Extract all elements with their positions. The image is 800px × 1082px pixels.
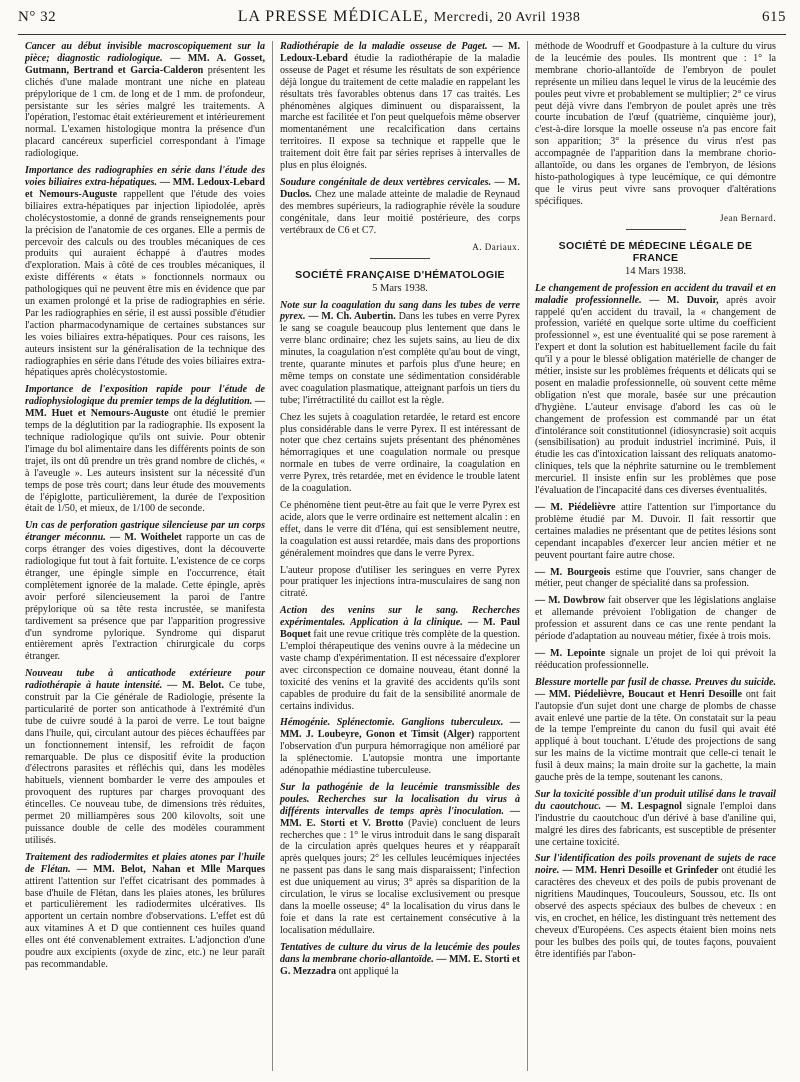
abstract-body: estime que l'ouvrier, sans changer de métier, peut changer de spécialité dans sa profession. (535, 566, 776, 590)
author-names: — MM. Huet et Nemours-Auguste (25, 396, 265, 420)
abstract-paragraph (25, 668, 265, 847)
abstract-body: L'auteur propose d'utiliser les seringues en verre Pyrex pour pratiquer les injections intra-musculaires de sang non citraté. (280, 564, 520, 600)
abstract-paragraph (280, 412, 520, 495)
journal-title-line (238, 8, 581, 26)
author-names: — M. Duclos. (280, 176, 520, 200)
abstract-paragraph (25, 165, 265, 379)
abstract-title: Tentatives de culture du virus de la leucémie des poules dans la membrane chorio-allantoïde. (280, 941, 520, 965)
abstract-paragraph (280, 41, 520, 172)
abstract-body: rapportent l'observation d'un purpura hémorragique non amélioré par la splénectomie. L'autopsie montra une importante adénopathie médiastine tuberculeuse. (280, 729, 520, 777)
author-names: — M. Piédelièvre (535, 502, 616, 513)
abstract-body: ont fait l'autopsie d'un sujet dont une charge de plombs de chasse avait enlevé une partie de la tête. On constatait sur la peau de la tempe l'empreinte du canon du fusil qui avait été appliqué à bout touchant. L'étude des projections de sang sur les mains de la victime montrait que celle-ci tenait le fusil à deux mains; la main droite sur la gachette, la main gauche près de la tempe, soutenant les canons. (535, 688, 776, 784)
abstract-title: Note sur la coagulation du sang dans les tubes de verre pyrex. (280, 299, 520, 323)
abstract-title: Radiothérapie de la maladie osseuse de Paget. (280, 41, 488, 52)
journal-title: LA PRESSE MÉDICALE, (237, 8, 429, 25)
author-names: — MM. E. Storti et G. Mezzadra (280, 953, 520, 977)
abstract-body: attirent l'attention sur l'effet cicatrisant des pommades à base d'huile de Flétan, dans les plaies atones, les brûlures et particulièrement les radiodermites ulcératives. Ils apportent un certain nombre d'observations. L'effet est dû aux vitamines A et D que contiennent ces huiles quand elles ont été convenablement extraites. L'adjonction d'une poudre aux excipients (oxyde de zinc, etc.) ne leur paraît pas recommandable. (25, 875, 265, 970)
author-signature: Jean Bernard. (720, 212, 776, 223)
author-names: — M. Paul Boquet (280, 617, 520, 641)
abstract-paragraph (280, 300, 520, 407)
author-names: — M. Belot. (167, 680, 225, 692)
author-names: — M. Lepointe (535, 647, 606, 659)
author-names: — M. Ch. Aubertin. (308, 311, 396, 323)
abstract-body: ont étudié les caractères des cheveux et des poils de pubis provenant de nigritiens Maudinques, Toucouleurs, Soussou, etc. Ils ont observé des aspects spéciaux des bulbes de cheveux : en vis, en crochet, en hélice, les distinguant très nettement des cheveux d'Européens. Ces aspects étaient bien moins nets pour les bulbes des poils qui, de toutes façons, pouvaient être identifiés par l'abon- (535, 865, 776, 960)
abstract-body: rappellent que l'étude des voies biliaires extra-hépatiques par injection lipiodolée, après cholécystostomie, a donné de grands renseignements pour la précision de l'anatomie de ces organes. Elle a permis de percevoir des calculs ou des troubles mécaniques de ces produits qui auraient échappé à d'autres modes d'exploration. Mais à côté de ces troubles mécaniques, il existe différents « états » fonctionnels normaux ou pathologiques qui ne peuvent être mis en évidence que par un examen prolongé et la prise de radiographies en série. Par les radiographies en série, il est aussi possible d'étudier l'action pharmacodynamique de certaines substances sur les voies biliaires extra-hépatiques. Pour ces raisons, les auteurs insistent sur la généralisation de la technique des radiographies en série dans l'étude des voies biliaires extra-hépatiques après cholécystostomie. (25, 188, 265, 379)
abstract-paragraph (25, 852, 265, 971)
abstract-title: Importance des radiographies en série dans l'étude des voies biliaires extra-hépatiques. (25, 165, 265, 188)
abstract-body: fait observer que les législations anglaise et allemande prévoient l'obligation de changer de profession et assurent dans ce cas une rente pendant la période d'adaptation au nouveau métier, fixée à trois mois. (535, 595, 776, 643)
abstract-title: Un cas de perforation gastrique silencieuse par un corps étranger méconnu. (25, 520, 265, 544)
abstract-paragraph (535, 853, 776, 960)
abstract-title: Blessure mortelle par fusil de chasse. Preuves du suicide. (535, 676, 776, 688)
issue-date: Mercredi, 20 Avril 1938 (433, 10, 581, 25)
author-names: — M. Duvoir, (649, 294, 719, 306)
abstract-title: Importance de l'exposition rapide pour l'étude de radiophysiologique du premier temps de la déglutition. (25, 384, 265, 408)
abstract-body: Ce phénomène tient peut-être au fait que le verre Pyrex est acide, alors que le verre ordinaire est nettement alcalin : en effet, dans le verre dit d'Iéna, qui est sensiblement neutre, la coagulation est aussi retardée, mais dans des proportions généralement moindres que dans le verre Pyrex. (280, 500, 520, 559)
column-2 (273, 41, 528, 1071)
abstract-title: Sur la toxicité possible d'un produit utilisé dans le travail du caoutchouc. (535, 788, 776, 812)
abstract-body: ont étudié le premier temps de la déglutition par la radiographie. Ils exposent la technique radiologique qu'ils ont suivie. Pour obtenir l'image du bol alimentaire dans les différents points de son trajet, ils ont dû prendre un très grand nombre de clichés, « à l'aveugle ». Les auteurs insistent sur la nécessité d'un temps de pose très court; dans leur étude des mouvements de l'épiglotte, particulièrement, la durée de l'exposition était de 1/50, et mieux, de 1/100 de seconde. (25, 408, 265, 515)
abstract-title: Cancer au début invisible macroscopiquement sur la pièce; diagnostic radiologique. (25, 41, 265, 64)
abstract-paragraph (280, 717, 520, 777)
abstract-paragraph (535, 502, 776, 562)
abstract-body: attire l'attention sur l'importance du problème étudié par M. Duvoir. Il fait ressortir que certaines maladies ne présentant que de petites lésions sont cependant incapables d'exercer leur ancien métier et ne peuvent pourtant faire autre chose. (535, 502, 776, 561)
abstract-paragraph (280, 782, 520, 937)
author-names: — MM. Henri Desoille et Grinfeder (562, 865, 719, 877)
abstract-paragraph (280, 177, 520, 237)
abstract-title: Sur la pathogénie de la leucémie transmissible des poules. Recherches sur la localisation du virus à différents intervalles de temps après l'inoculation. (280, 781, 520, 817)
abstract-paragraph (25, 384, 265, 515)
column-1 (18, 41, 273, 1071)
abstract-title: Action des venins sur le sang. Recherches expérimentales. Application à la clinique. (280, 605, 520, 629)
author-names: — M. Ledoux-Lebard (280, 41, 520, 64)
abstract-paragraph (535, 789, 776, 849)
abstract-paragraph (280, 500, 520, 560)
abstract-body: (Pavie) concluent de leurs recherches que : 1° le virus introduit dans le sang disparaît de la circulation après quelques heures et y réapparaît après quelques jours; 2° les cellules leucémiques injectées ne passent pas dans le sang mais disparaissent; l'infection est due uniquement au virus; 3° après sa disparition de la circulation, le virus se localise exclusivement ou presque dans la moelle osseuse; 4° la localisation du virus dans le foie et dans la rate est certainement consécutive à la localisation médullaire. (280, 817, 520, 936)
column-3 (528, 41, 783, 1071)
author-names: — MM. Piédelièvre, Boucaut et Henri Desoille (535, 688, 743, 700)
author-names: — MM. J. Loubeyre, Gonon et Timsit (Alger) (280, 717, 520, 741)
abstract-title: Traitement des radiodermites et plaies atones par l'huile de Flétan. (25, 851, 265, 875)
abstract-paragraph (535, 595, 776, 643)
author-names: — MM. Ledoux-Lebard et Nemours-Auguste (25, 176, 265, 200)
abstract-paragraph (535, 567, 776, 591)
page-header (18, 8, 786, 35)
abstract-paragraph (535, 677, 776, 784)
issue-number: N° 32 (18, 9, 57, 25)
abstract-title: Nouveau tube à anticathode extérieure pour radiothérapie à haute intensité. (25, 668, 265, 692)
separator-rule (626, 229, 686, 230)
abstract-body: Chez une malade atteinte de maladie de Reynaud des membres supérieurs, la radiographie révèle la soudure congénitale, dans leur moitié postérieure, des corps vertébraux de C6 et C7. (280, 188, 520, 236)
author-names: — M. Lespagnol (605, 800, 682, 812)
author-names: — MM. E. Storti et V. Brotto (280, 805, 520, 829)
society-heading: SOCIÉTÉ DE MÉDECINE LÉGALE DE FRANCE (558, 239, 753, 264)
abstract-title: Hémogénie. Splénectomie. Ganglions tuberculeux. (280, 717, 504, 729)
abstract-paragraph (535, 283, 776, 497)
author-names: — MM. A. Gosset, Gutmann, Bertrand et Garcia-Calderon (25, 52, 265, 76)
session-date: 5 Mars 1938. (372, 282, 428, 294)
author-names: — M. Bourgeois (535, 566, 611, 578)
author-names: — M. Dowbrow (535, 595, 605, 607)
abstract-body: Ce tube, construit par la Cie générale de Radiologie, présente la particularité de porter son anticathode à l'extrémité d'un tube de cuivre soudé à la paroi de verre. Le tout baigne dans l'huile, qui, circulant autour des pièces échauffées par un fonctionnement intensif, les refroidit de façon remarquable. De plus ce dispositif évite la production d'électrons parasites et réfléchis qui, dans les modèles habituels, viennent bombarder le verre des ampoules et provoquent des ruptures par charges provoquant des étincelles. Ce nouveau tube, de dimensions très réduites, permet 20 milliampères sous 200 kilovolts, soit une puissance double de celle des modèles couramment utilisés. (25, 680, 265, 846)
page-number: 615 (762, 9, 786, 25)
abstract-body: Chez les sujets à coagulation retardée, le retard est encore plus considérable dans le verre Pyrex. Il est intéressant de noter que chez certains sujets présentant des phénomènes hémorragiques et une coagulation normale ou presque normale en tubes de verre ordinaire, la coagulation en verre Pyrex, très retardée, met en évidence le trouble latent de la coagulation. (280, 411, 520, 495)
abstract-paragraph (25, 520, 265, 663)
abstract-body: après avoir rappelé qu'en accident du travail, la « changement de profession, variété en quelque sorte ultime du coefficient professionnel », est une éventualité qui se pose rarement à l'expert et dont la solution est habituellement facile du fait qu'il y a pour le blessé obligation matérielle de changer de métier, insiste sur les problèmes fréquents et délicats qui se posent en maladie professionnelle, où souvent cette même obligation n'est que morale, basée sur une précaution d'hygiène. L'auteur envisage d'abord les cas où le changement de profession est commandé par un état d'intolérance soit constitutionnel (idiosyncrasie) soit acquis (sensibilisation) au produit industriel incriminé. Puis, il étudie les cas d'intoxication laissant des reliquats anatomo-cliniques, tels que la néphrite saturnine ou le tremblement mercuriel. Il insiste enfin sur les problèmes que pose l'évaluation de l'incapacité dans ces diverses éventualités. (535, 294, 776, 497)
abstract-title: Soudure congénitale de deux vertèbres cervicales. (280, 176, 492, 188)
columns (18, 41, 786, 1071)
abstract-paragraph (280, 942, 520, 978)
abstract-body: méthode de Woodruff et Goodpasture à la culture du virus de la leucémie des poules. Ils montrent que : 1° la membrane chorio-allantoïde de l'embryon de poulet représente un milieu dans lequel le virus de la leucémie des poules peut vivre et probablement se multiplier; 2° ce virus peut déjà vivre dans l'embryon de poulet après une très courte incubation de l'œuf (quatrième, cinquième jour), c'est-à-dire lorsque la moelle osseuse n'a pas encore fait son apparition; 3° la présence du virus n'est pas accompagnée de l'apparition dans la membrane chorio-allantoïde, ou dans les organes de l'embryon, de lésions histo-pathologiques à type leucémique, ce qui démontre que le virus peut vivre sans provoquer d'altérations spécifiques. (535, 41, 776, 207)
abstract-body: signale un projet de loi qui prévoit la rééducation professionnelle. (535, 647, 776, 671)
abstract-body: présentent les clichés d'une malade montrant une niche en plateau prépylorique de 1 cm. de long et de 1 mm. de profondeur, persistante sur les séries malgré les traitements. A l'opération, l'estomac était extérieurement et intérieurement normal. L'examen histologique montra la présence d'un placard cancéreux superficiel correspondant à l'image radiologique. (25, 64, 265, 160)
abstract-body: rapporte un cas de corps étranger des voies digestives, dont la découverte radiologique fut tout à fait fortuite. L'existence de ce corps étranger, une épingle simple en l'occurrence, était complètement ignorée de la malade. Cette épingle, après avoir perforé silencieusement la paroi de l'antre prépylorique où sa tête resta incrustée, se manifesta tardivement sa présence que par l'apparition progressive d'un syndrome pylorique. Syndrome qui disparut entièrement après l'extraction chirurgicale du corps étranger. (25, 532, 265, 663)
abstract-title: Sur l'identification des poils provenant de sujets de race noire. (535, 853, 776, 877)
separator-rule (370, 258, 430, 259)
society-heading: SOCIÉTÉ FRANÇAISE D'HÉMATOLOGIE (295, 268, 505, 281)
abstract-paragraph (535, 41, 776, 208)
session-date: 14 Mars 1938. (625, 265, 686, 277)
author-names: — MM. Belot, Nahan et Mlle Marques (76, 863, 265, 875)
abstract-body: fait une revue critique très complète de la question. L'emploi thérapeutique des venins ouvre à la médecine un vaste champ d'expérimentation. Il est nécessaire d'explorer avec circonspection ce domaine nouveau, étant donné la toxicité des venins et la gravité des accidents qu'ils sont capables de produire du fait de la sensibilité anormale de certains individus. (280, 629, 520, 712)
abstract-body: ont appliqué la (338, 965, 399, 977)
author-signature: A. Dariaux. (472, 241, 520, 252)
abstract-paragraph (25, 41, 265, 160)
abstract-paragraph (280, 565, 520, 601)
abstract-body: étudie la radiothérapie de la maladie osseuse de Paget et résume les résultats de son expérience déjà longue du traitement de cette maladie en rappelant les résultats très favorables obtenus dans 17 cas traités. Les phénomènes algiques diminuent ou disparaissent, la marche est facilitée et l'on peut quelquefois même observer momentanément une recalcification dans certains territoires. Il expose sa technique et rappelle que le traitement doit être fait par séries reprises à intervalles de plus en plus éloignés. (280, 52, 520, 172)
author-names: — M. Woithelet (110, 532, 182, 544)
abstract-body: Dans les tubes en verre Pyrex le sang se coagule beaucoup plus lentement que dans le verre blanc ordinaire; chez les sujets sains, au lieu de dix minutes, la coagulation n'est complète qu'au bout de vingt, trente, quarante minutes et parfois plus d'une heure; en même temps on constate une sédimentation considérable avec coagulation plasmatique, atteignant parfois un tiers du tube; l'irrétractilité du caillot est la règle. (280, 311, 520, 406)
abstract-title: Le changement de profession en accident du travail et en maladie professionnelle. (535, 282, 776, 306)
abstract-body: signale l'emploi dans l'industrie du caoutchouc d'un dérivé à base d'aniline qui, malgré les dires des fabricants, est susceptible de présenter une certaine toxicité. (535, 800, 776, 848)
abstract-paragraph (280, 605, 520, 712)
abstract-paragraph (535, 648, 776, 672)
